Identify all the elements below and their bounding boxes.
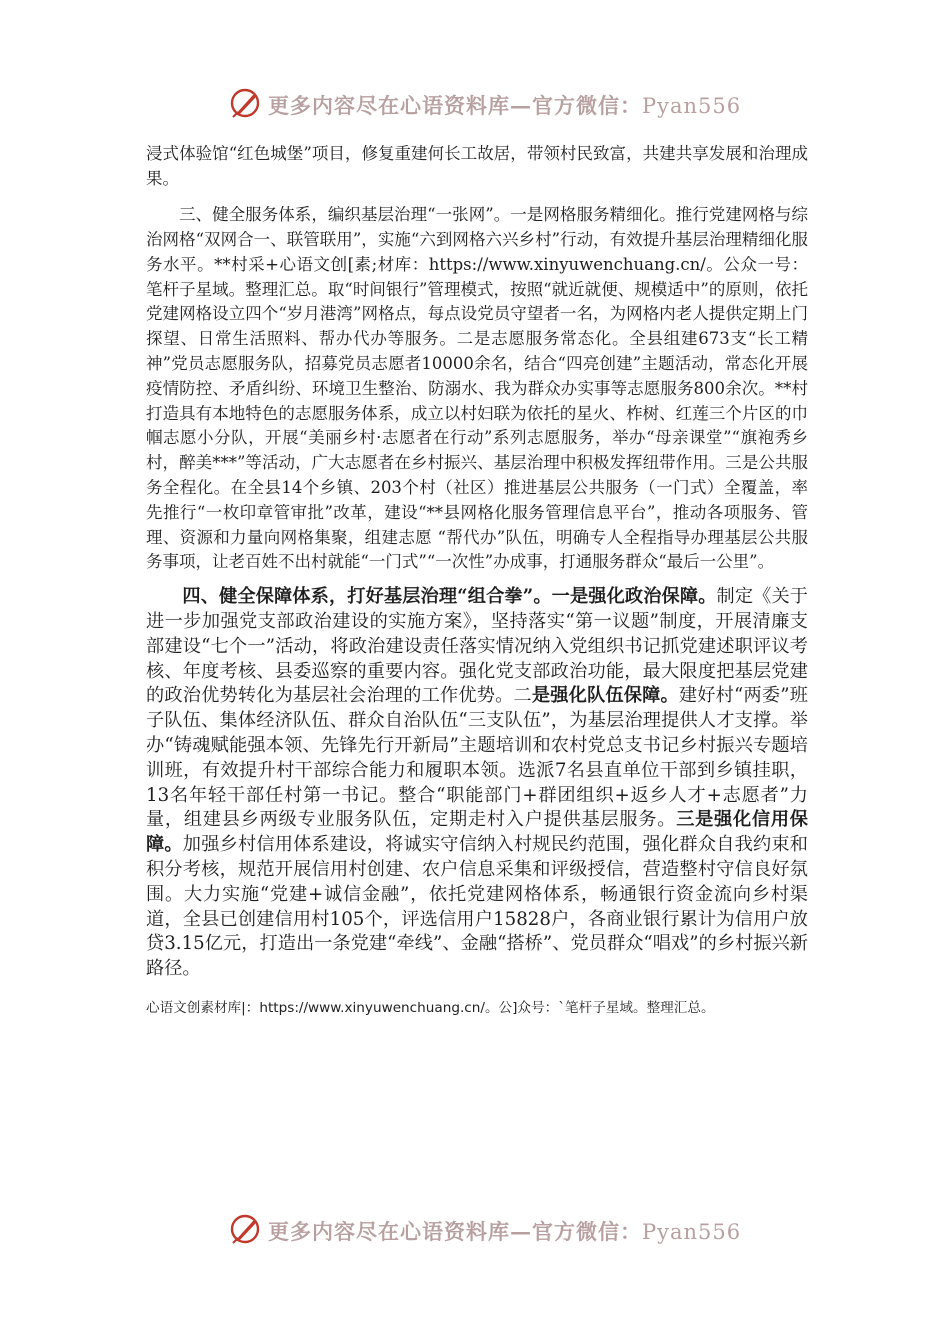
text-political: 制定《关于进一步加强党支部政治建设的实施方案》，坚持落实“第一议题”制度，开展清廉支部建设“七个一”活动，将政治建设责任落实情况纳入党组织书记抓党建述职评议考核、年度考核、县委巡察的重要内容。强化党支部政治功能，最大限度把基层党建的政治优势转化为基层社会治理的工作优势。二 [146,586,808,707]
banner-slogan: 更多内容尽在心语资料库—官方微信： [268,93,642,118]
text-team: 建好村“两委”班子队伍、集体经济队伍、群众自治队伍“三支队伍”，为基层治理提供人才支撑。举办“铸魂赋能强本领、先锋先行开新局”主题培训和农村党总支书记乡村振兴专题培训班，有效提升村干部综合能力和履职本领。选派7名县直单位干部到乡镇挂职，13名年轻干部任村第一书记。整合“职能部门+群团组织+返乡人才+志愿者”力量，组建县乡两级专业服务队伍，定期走村入户提供基层服务。 [146,685,808,831]
source-note: 心语文创素材库|：https://www.xinyuwenchuang.cn/。公]众号：`笔杆子星域。整理汇总。 [146,999,715,1016]
heading-guarantee: 四、健全保障体系，打好基层治理“组合拳”。一是强化政治保障。 [182,586,717,608]
banner-slogan: 更多内容尽在心语资料库—官方微信： [268,1219,642,1244]
text-credit: 加强乡村信用体系建设，将诚实守信纳入村规民约范围，强化群众自我约束和积分考核，规范开展信用村创建、农户信息采集和评级授信，营造整村守信良好氛围。大力实施“党建+诚信金融”，依托党建网格体系，畅通银行资金流向乡村渠道，全县已创建信用村105个，评选信用户15828户，各商业银行累计为信用户放贷3.15亿元，打造出一条党建“牵线”、金融“搭桥”、党员群众“唱戏”的乡村振兴新路径。 [146,834,808,980]
heading-team: 是强化队伍保障。 [531,685,679,707]
header-watermark-banner [0,84,950,124]
paragraph-continuation: 浸式体验馆“红色城堡”项目，修复重建何长工故居，带领村民致富，共建共享发展和治理成果。 [146,144,808,188]
banner-wechat-id: Pyan556 [642,1220,742,1244]
quill-logo-icon [228,86,262,120]
footer-watermark-banner [0,1210,950,1250]
quill-logo-icon [228,1212,262,1246]
banner-wechat-id: Pyan556 [642,94,742,118]
document-body [146,142,808,1016]
paragraph-guarantee-system [146,585,808,982]
paragraph-service-system: 三、健全服务体系，编织基层治理“一张网”。一是网格服务精细化。推行党建网格与综治网格“双网合一、联管联用”，实施“六到网格六兴乡村”行动，有效提升基层治理精细化服务水平。**村采+心语文创[素;材库：https://www.xinyuwenchuang.cn/。公众一号：笔杆子星域。整理汇总。取“时间银行”管理模式，按照“就近就便、规模适中”的原则，依托党建网格设立四个“岁月港湾”网格点，每点设党员守望者一名，为网格内老人提供定期上门探望、日常生活照料、帮办代办等服务。二是志愿服务常态化。全县组建673支“长工精神”党员志愿服务队，招募党员志愿者10000余名，结合“四亮创建”主题活动，常态化开展疫情防控、矛盾纠纷、环境卫生整治、防溺水、我为群众办实事等志愿服务800余次。**村打造具有本地特色的志愿服务体系，成立以村妇联为依托的星火、柞树、红莲三个片区的巾帼志愿小分队，开展“美丽乡村·志愿者在行动”系列志愿服务，举办“母亲课堂”“旗袍秀乡村，醉美***”等活动，广大志愿者在乡村振兴、基层治理中积极发挥纽带作用。三是公共服务全程化。在全县14个乡镇、203个村（社区）推进基层公共服务（一门式）全覆盖，率先推行“一枚印章管审批”改革，建设“**县网格化服务管理信息平台”，推动各项服务、管理、资源和力量向网格集聚，组建志愿 “帮代办”队伍，明确专人全程指导办理基层公共服务事项，让老百姓不出村就能“一门式”“一次性”办成事，打通服务群众“最后一公里”。 [146,205,808,572]
heading-credit: 三是强化信用保障。 [146,809,808,856]
